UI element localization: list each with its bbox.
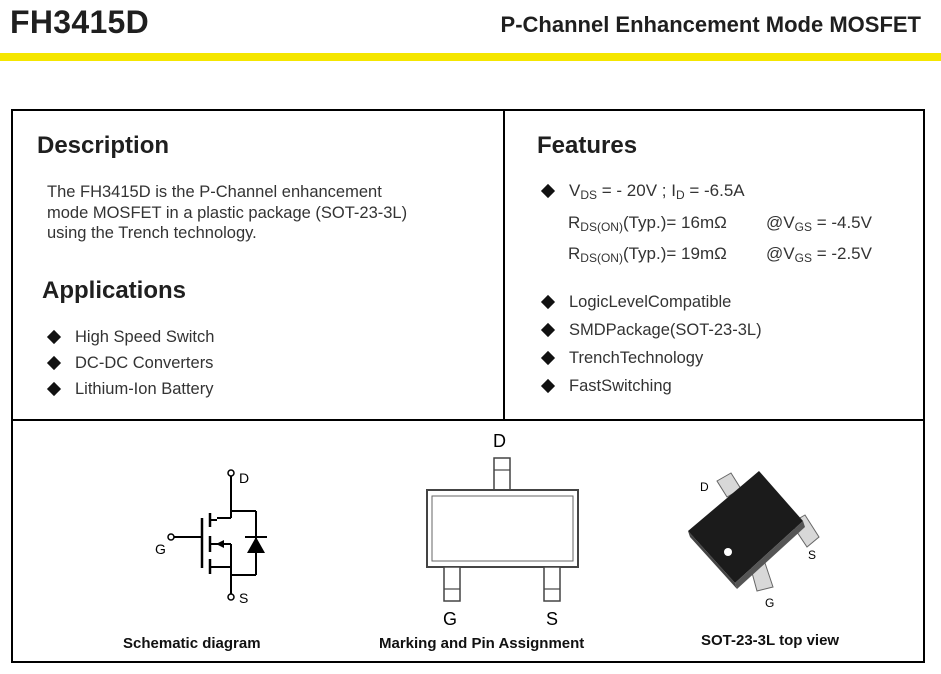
part-number: FH3415D xyxy=(10,4,150,40)
diamond-bullet-icon xyxy=(541,295,555,309)
rds-typ: (Typ.)= 16mΩ xyxy=(622,213,727,232)
application-label: High Speed Switch xyxy=(75,327,215,346)
list-item xyxy=(543,288,762,316)
marking-gate-label: G xyxy=(443,609,458,629)
marking-diagram xyxy=(413,429,603,629)
diamond-bullet-icon xyxy=(541,184,555,198)
rds-row xyxy=(568,213,727,234)
rds-condition: $@V_{GS} = -4.5V$ xyxy=(766,213,872,234)
package-3d-view xyxy=(681,451,831,616)
description-line: The FH3415D is the P-Channel enhancement xyxy=(47,183,382,201)
list-item xyxy=(49,350,214,376)
schematic-drain-label: D xyxy=(239,470,250,486)
description-line: using the Trench technology. xyxy=(47,224,257,242)
schematic-caption: Schematic diagram xyxy=(123,635,261,652)
header-accent-bar xyxy=(0,53,941,61)
package-source-label: S xyxy=(808,548,817,562)
diamond-bullet-icon xyxy=(541,351,555,365)
features-panel xyxy=(503,109,925,421)
list-item xyxy=(543,344,762,372)
description-heading: Description xyxy=(37,132,170,159)
features-list xyxy=(543,288,762,400)
applications-list xyxy=(49,324,214,402)
device-subtitle: P-Channel Enhancement Mode MOSFET xyxy=(500,12,921,37)
package-caption: SOT-23-3L top view xyxy=(701,632,840,649)
package-drain-label: D xyxy=(700,480,709,494)
package-gate-label: G xyxy=(765,596,775,610)
vds-symbol: $V_{DS}$ xyxy=(569,180,598,202)
rds-symbol: $R_{DS(ON)}$ xyxy=(568,244,623,265)
feature-label: FastSwitching xyxy=(569,376,672,395)
diamond-bullet-icon xyxy=(47,330,61,344)
list-item xyxy=(49,324,214,350)
feature-vds-id xyxy=(543,179,745,203)
diamond-bullet-icon xyxy=(47,382,61,396)
description-line: mode MOSFET in a plastic package (SOT-23-3L) xyxy=(47,203,408,222)
diamond-bullet-icon xyxy=(541,323,555,337)
rds-symbol: $R_{DS(ON)}$ xyxy=(568,213,623,234)
marking-drain-label: D xyxy=(493,431,506,451)
vds-value: = - 20V ; xyxy=(601,181,667,200)
id-symbol: $I_D$ xyxy=(671,180,685,202)
description-text xyxy=(47,182,407,244)
diamond-bullet-icon xyxy=(541,379,555,393)
features-heading: Features xyxy=(537,132,638,159)
list-item xyxy=(543,316,762,344)
schematic-source-label: S xyxy=(239,590,249,606)
description-panel xyxy=(11,109,505,421)
feature-label: SMDPackage(SOT-23-3L) xyxy=(569,320,762,339)
list-item xyxy=(49,376,214,402)
diagrams-panel xyxy=(11,419,925,663)
rds-condition: $@V_{GS} = -2.5V$ xyxy=(766,244,872,265)
mosfet-schematic xyxy=(138,463,288,608)
application-label: DC-DC Converters xyxy=(75,353,214,372)
applications-heading: Applications xyxy=(42,277,187,304)
diamond-bullet-icon xyxy=(47,356,61,370)
rds-row xyxy=(568,244,727,265)
application-label: Lithium-Ion Battery xyxy=(75,379,214,398)
feature-label: LogicLevelCompatible xyxy=(569,292,732,311)
list-item xyxy=(543,372,762,400)
rds-typ: (Typ.)= 19mΩ xyxy=(622,244,727,263)
schematic-gate-label: G xyxy=(155,541,166,557)
feature-label: TrenchTechnology xyxy=(569,348,704,367)
marking-caption: Marking and Pin Assignment xyxy=(379,635,585,652)
id-value: = -6.5A xyxy=(689,181,745,200)
marking-source-label: S xyxy=(546,609,559,629)
